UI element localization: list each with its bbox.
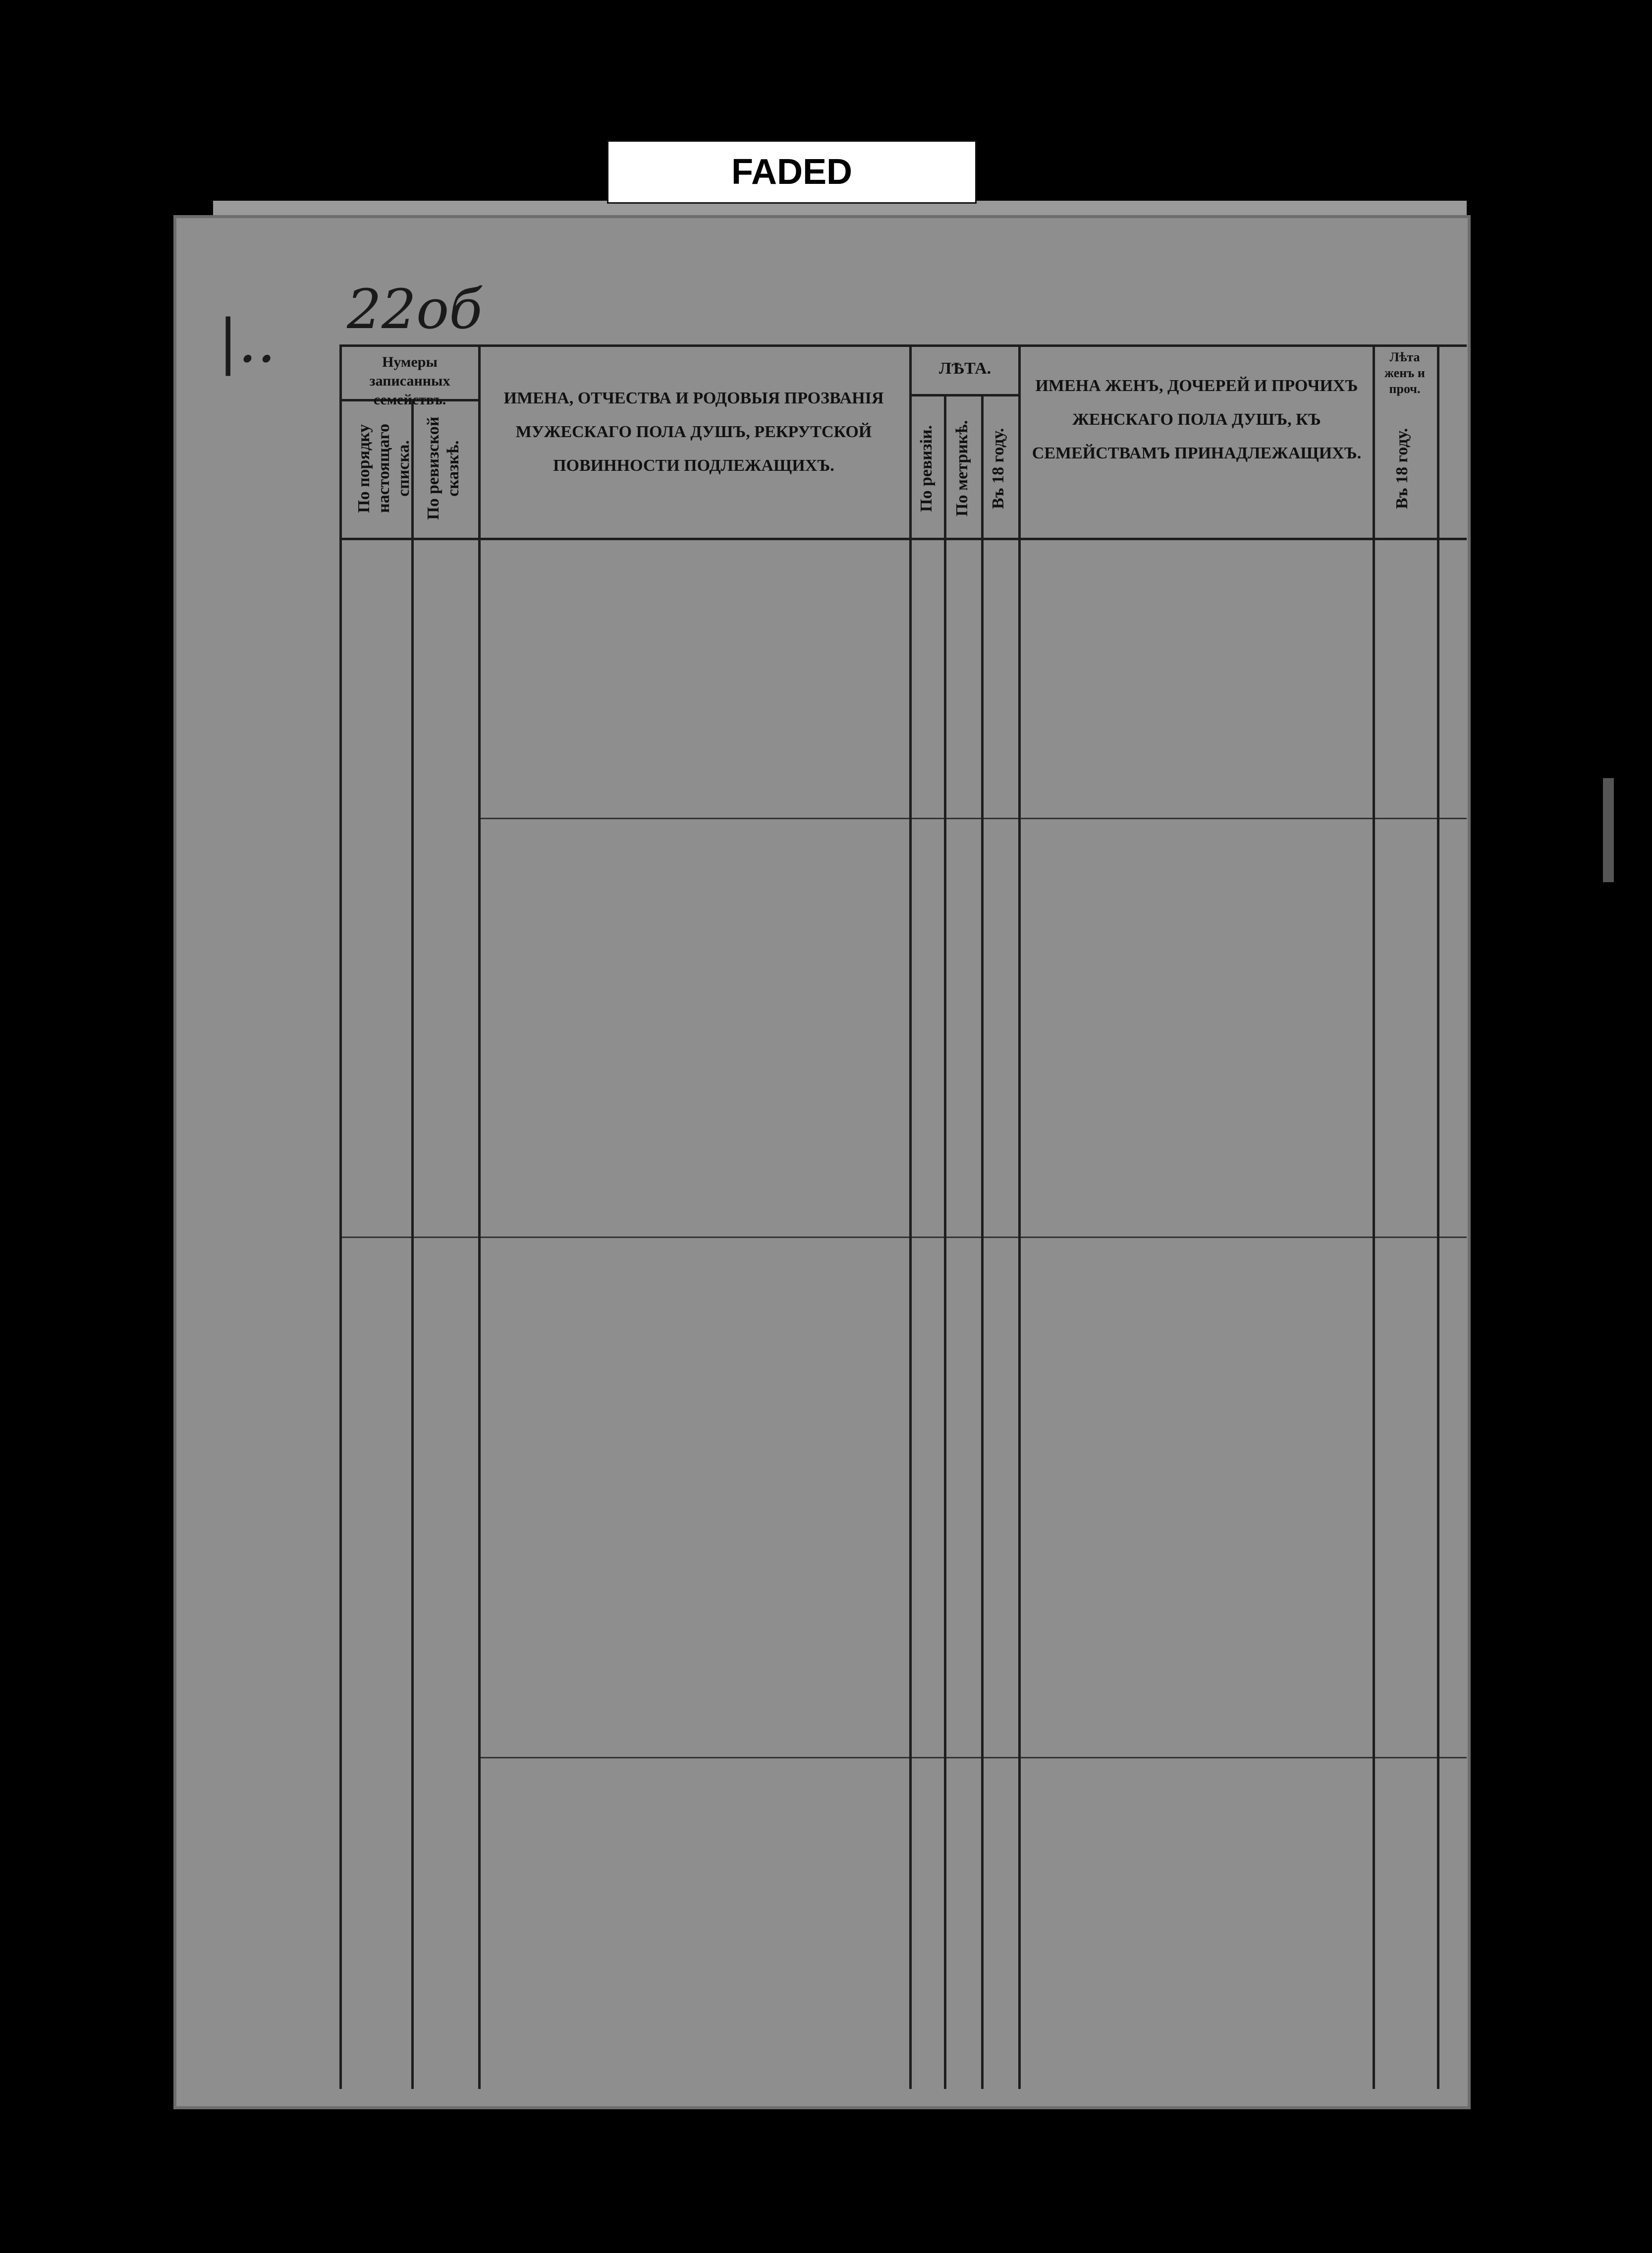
folio-number: 22об bbox=[347, 278, 483, 341]
col-line-3 bbox=[909, 344, 912, 2089]
header-male-names: ИМЕНА, ОТЧЕСТВА И РОДОВЫЯ ПРОЗВАНІЯ МУЖЕСКАГО ПОЛА ДУШЪ, РЕКРУТСКОЙ ПОВИННОСТИ ПОДЛЕЖАЩИХЪ. bbox=[503, 389, 884, 475]
header-by-current-list: По порядку настоящаго списка. bbox=[355, 424, 413, 513]
header-bottom-border bbox=[339, 538, 1467, 540]
section-divider-3 bbox=[481, 1757, 1467, 1758]
years-divider bbox=[909, 394, 1021, 396]
col-line-2 bbox=[478, 344, 481, 2089]
header-by-metric: По метрикѣ. bbox=[953, 420, 971, 517]
header-female-names: ИМЕНА ЖЕНЪ, ДОЧЕРЕЙ И ПРОЧИХЪ ЖЕНСКАГО ПОЛА ДУШЪ, КЪ СЕМЕЙСТВАМЪ ПРИНАДЛЕЖАЩИХЪ. bbox=[1032, 377, 1362, 462]
header-years: ЛѢТА. bbox=[938, 359, 991, 378]
side-pencil-mark bbox=[1603, 778, 1614, 882]
header-family-numbers: Нумеры записанных семействъ. bbox=[369, 354, 450, 408]
header-female-in-18: Въ 18 году. bbox=[1393, 428, 1411, 509]
section-divider-1 bbox=[481, 818, 1467, 819]
col-line-8 bbox=[1437, 344, 1439, 2089]
col-line-7 bbox=[1373, 344, 1375, 2089]
faded-document-banner: FADED bbox=[607, 140, 977, 204]
col-line-4 bbox=[944, 394, 946, 2089]
col-line-6 bbox=[1018, 344, 1021, 2089]
col-line-5 bbox=[981, 394, 984, 2089]
margin-pencil-mark: |.. bbox=[218, 307, 276, 376]
header-female-years: Лѣта женъ и проч. bbox=[1384, 350, 1425, 396]
col-line-1 bbox=[411, 399, 414, 2089]
section-divider-2 bbox=[339, 1237, 1467, 1238]
table-top-border bbox=[339, 344, 1467, 347]
header-by-revision-years: По ревизіи. bbox=[917, 425, 936, 512]
col-line-0 bbox=[339, 344, 342, 2089]
header-by-revision: По ревизской сказкѣ. bbox=[424, 416, 462, 520]
header-in-18-year: Въ 18 году. bbox=[989, 428, 1007, 509]
